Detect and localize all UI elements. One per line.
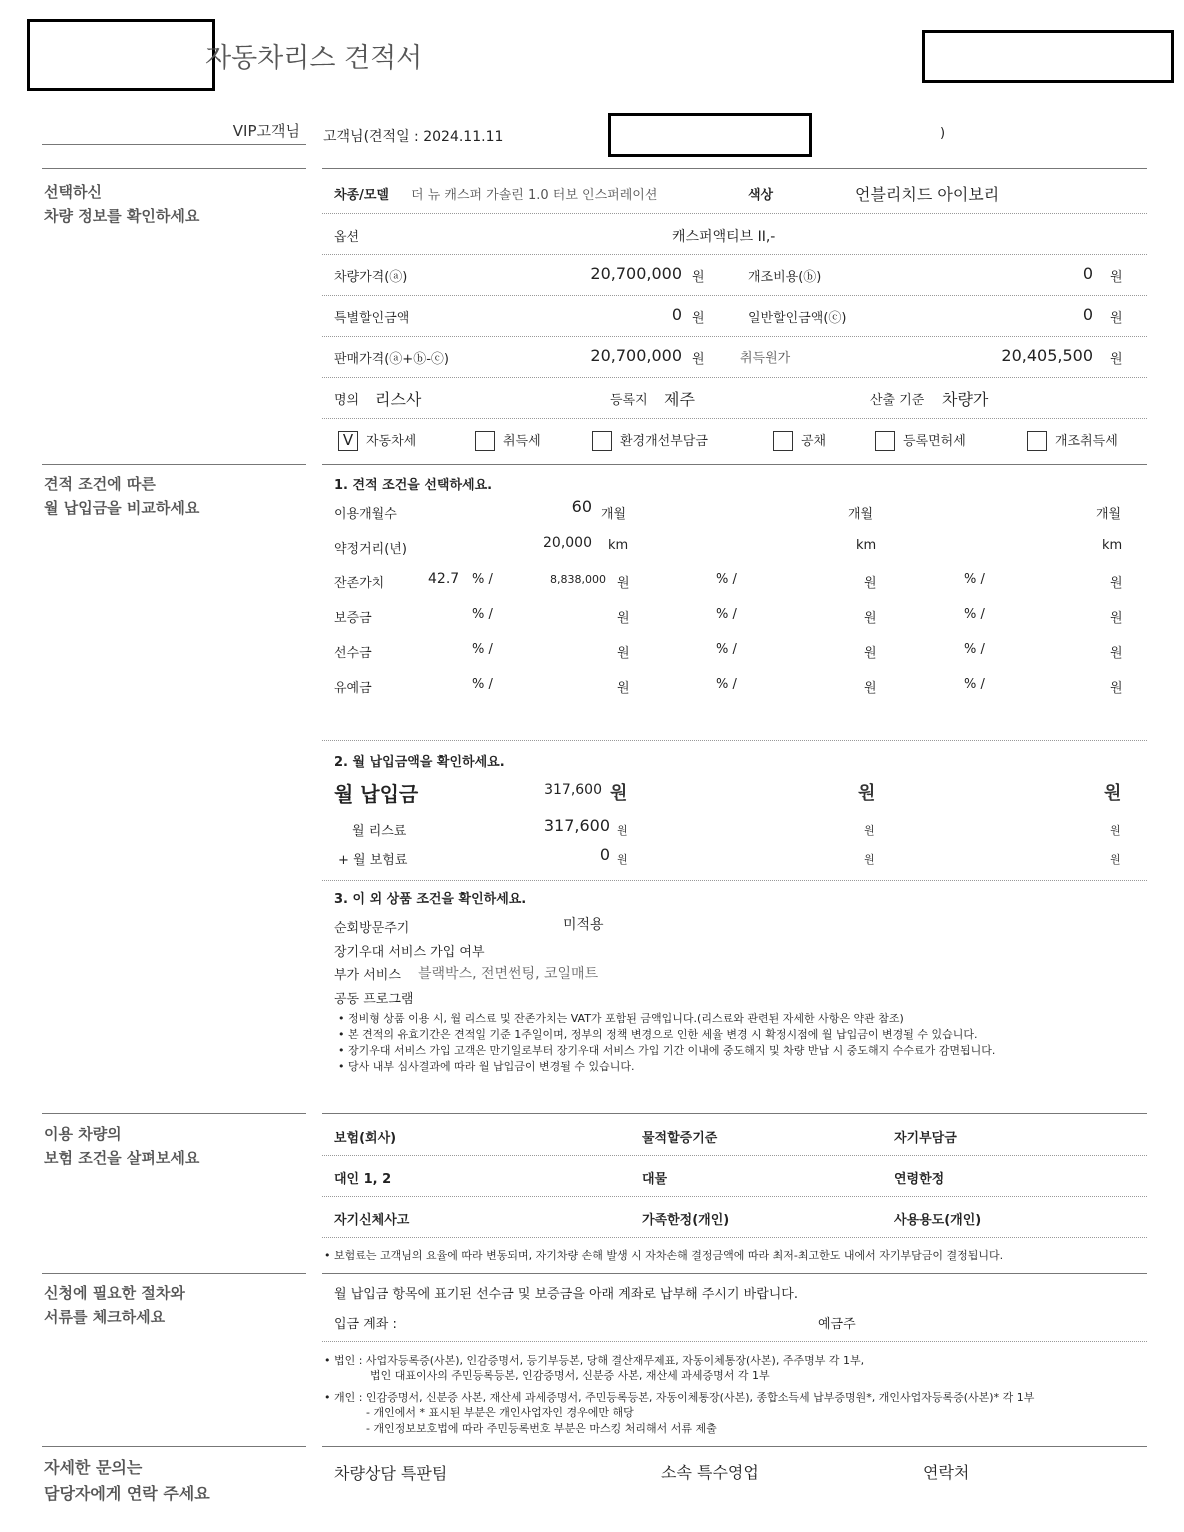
color-label: 색상 <box>748 188 774 203</box>
sale-price-label: 판매가격(ⓐ+ⓑ-ⓒ) <box>334 352 449 367</box>
tax-checkbox-item[interactable]: V 자동차세 <box>338 430 416 452</box>
quote-note: • 장기우대 서비스 가입 고객은 만기일로부터 장기우대 서비스 가입 기간 이내에 중도해지 및 차량 반납 시 중도해지 수수료가 감면됩니다. <box>338 1044 996 1057</box>
corp-docs: • 법인 : 사업자등록증(사본), 인감증명서, 등기부등본, 당해 결산재무제표, 자동이체통장(사본), 주주명부 각 1부, <box>324 1354 865 1367</box>
insurance-cell: 자기부담금 <box>894 1131 957 1146</box>
pct-unit: % / <box>716 572 737 587</box>
owner-label: 명의 <box>334 393 360 408</box>
won-unit: 원 <box>864 646 877 661</box>
general-discount-value: 0 <box>1082 305 1093 324</box>
reg-label: 등록지 <box>610 393 648 408</box>
redaction-box <box>27 19 215 91</box>
calc-basis-label: 산출 기준 <box>870 393 925 408</box>
quote-note: • 본 견적의 유효기간은 견적일 기준 1주일이며, 정부의 정책 변경으로 인한 세율 변경 시 확정시점에 월 납입금이 변경될 수 있습니다. <box>338 1028 978 1041</box>
won-unit: 원 <box>864 853 875 866</box>
pct-unit: % / <box>964 642 985 657</box>
residual-value: 8,838,000 <box>550 573 606 586</box>
step1-heading: 1. 견적 조건을 선택하세요. <box>334 478 493 493</box>
won-unit: 원 <box>1110 576 1123 591</box>
won-unit: 원 <box>1110 611 1123 626</box>
option-label: 옵션 <box>334 230 360 245</box>
won-unit: 원 <box>1104 783 1122 804</box>
deposit-label: 보증금 <box>334 611 372 626</box>
acq-cost-value: 20,405,500 <box>1001 346 1093 365</box>
color-value: 언블리치드 아이보리 <box>855 185 1000 204</box>
won-unit: 원 <box>1110 311 1123 326</box>
insurance-cell: 대물 <box>642 1172 668 1187</box>
section-quote-title: 견적 조건에 따른 월 납입금을 비교하세요 <box>44 475 200 517</box>
insurance-cell: 자기신체사고 <box>334 1213 410 1228</box>
visit-cycle-label: 순회방문주기 <box>334 921 410 936</box>
pct-unit: % / <box>472 607 493 622</box>
won-unit: 원 <box>1110 853 1121 866</box>
pct-unit: % / <box>964 572 985 587</box>
section-procedure-title: 신청에 필요한 절차와 서류를 체크하세요 <box>44 1284 185 1326</box>
common-program-label: 공동 프로그램 <box>334 992 414 1007</box>
security-label: 유예금 <box>334 681 372 696</box>
insurance-cell: 대인 1, 2 <box>334 1172 392 1187</box>
individual-docs: - 개인에서 * 표시된 부분은 개인사업자인 경우에만 해당 <box>366 1406 634 1419</box>
tax-checkbox-item[interactable]: 개조취득세 <box>1027 430 1118 452</box>
insurance-cell: 연령한정 <box>894 1172 945 1187</box>
contact-phone-label: 연락처 <box>923 1463 970 1482</box>
km-value: 20,000 <box>543 535 592 551</box>
quote-note: • 정비형 상품 이용 시, 월 리스료 및 잔존가치는 VAT가 포함된 금액입니다.(리스료와 관련된 자세한 사항은 약관 참조) <box>338 1012 904 1025</box>
section-vehicle-title: 선택하신 차량 정보를 확인하세요 <box>44 183 200 225</box>
section-contact-title: 자세한 문의는 담당자에게 연락 주세요 <box>44 1458 210 1503</box>
insurance-fee-value: 0 <box>599 845 610 864</box>
model-label: 차종/모델 <box>334 188 389 203</box>
price-label: 차량가격(ⓐ) <box>334 270 408 285</box>
payment-intro: 월 납입금 항목에 표기된 선수금 및 보증금을 아래 계좌로 납부해 주시기 바랍니다. <box>334 1287 799 1302</box>
won-unit: 원 <box>1110 646 1123 661</box>
customer-quote-date: 고객님(견적일 : 2024.11.11 <box>323 129 504 145</box>
km-unit: km <box>856 538 877 553</box>
won-unit: 원 <box>864 611 877 626</box>
monthly-payment-value: 317,600 <box>544 782 602 798</box>
extra-service-value: 블랙박스, 전면썬팅, 코일매트 <box>418 966 599 982</box>
general-discount-label: 일반할인금액(ⓒ) <box>748 311 847 326</box>
insurance-cell: 보험(회사) <box>334 1131 397 1146</box>
reg-value: 제주 <box>664 390 695 409</box>
page-title: 자동차리스 견적서 <box>205 43 423 74</box>
corp-docs: 법인 대표이사의 주민등록등본, 인감증명서, 신분증 사본, 재산세 과세증명서 각 1부 <box>370 1369 770 1382</box>
won-unit: 원 <box>1110 270 1123 285</box>
insurance-cell: 가족한정(개인) <box>642 1213 730 1228</box>
lease-fee-value: 317,600 <box>543 816 610 835</box>
km-unit: km <box>1102 538 1123 553</box>
insurance-note: • 보험료는 고객님의 요율에 따라 변동되며, 자기차량 손해 발생 시 자차손해 결정금액에 따라 최저-최고한도 내에서 자기부담금이 결정됩니다. <box>324 1249 1004 1262</box>
insurance-cell: 물적할증기준 <box>642 1131 718 1146</box>
won-unit: 원 <box>1110 681 1123 696</box>
extra-service-label: 부가 서비스 <box>334 968 401 983</box>
model-value: 더 뉴 캐스퍼 가솔린 1.0 터보 인스퍼레이션 <box>411 188 658 203</box>
tax-checkbox-item[interactable]: 취득세 <box>475 430 541 452</box>
quote-note: • 당사 내부 심사결과에 따라 월 납입금이 변경될 수 있습니다. <box>338 1060 635 1073</box>
won-unit: 원 <box>617 853 628 866</box>
km-label: 약정거리(년) <box>334 542 407 557</box>
mod-value: 0 <box>1082 264 1093 283</box>
pct-unit: % / <box>964 677 985 692</box>
pct-unit: % / <box>472 677 493 692</box>
account-holder-label: 예금주 <box>818 1317 856 1332</box>
insurance-fee-label: + 월 보험료 <box>338 853 408 868</box>
won-unit: 원 <box>692 270 705 285</box>
special-discount-value: 0 <box>671 305 682 324</box>
won-unit: 원 <box>864 824 875 837</box>
won-unit: 원 <box>864 576 877 591</box>
redaction-box <box>922 30 1174 83</box>
contact-dept: 차량상담 특판팀 <box>334 1464 448 1483</box>
won-unit: 원 <box>858 783 876 804</box>
step2-heading: 2. 월 납입금액을 확인하세요. <box>334 755 505 770</box>
customer-close-paren: ) <box>940 126 946 141</box>
pct-unit: % / <box>716 607 737 622</box>
tax-checkbox-item[interactable]: 등록면허세 <box>875 430 966 452</box>
months-unit: 개월 <box>848 507 874 522</box>
calc-basis-value: 차량가 <box>942 390 989 409</box>
visit-cycle-value: 미적용 <box>563 917 604 933</box>
won-unit: 원 <box>610 783 628 804</box>
monthly-payment-label: 월 납입금 <box>334 782 419 806</box>
pct-unit: % / <box>472 642 493 657</box>
insurance-cell: 사용용도(개인) <box>894 1213 982 1228</box>
won-unit: 원 <box>864 681 877 696</box>
acq-cost-label: 취득원가 <box>740 351 791 366</box>
residual-label: 잔존가치 <box>334 576 385 591</box>
won-unit: 원 <box>692 352 705 367</box>
tax-checkbox-item[interactable]: 환경개선부담금 <box>592 430 708 452</box>
months-value: 60 <box>571 497 592 516</box>
step3-heading: 3. 이 외 상품 조건을 확인하세요. <box>334 892 527 907</box>
months-unit: 개월 <box>1096 507 1122 522</box>
special-discount-label: 특별할인금액 <box>334 311 410 326</box>
check-icon[interactable]: V <box>338 431 358 451</box>
individual-docs: • 개인 : 인감증명서, 신분증 사본, 재산세 과세증명서, 주민등록등본, 자동이체통장(사본), 종합소득세 납부증명원*, 개인사업자등록증(사본)* 각 1부 <box>324 1391 1035 1404</box>
won-unit: 원 <box>617 824 628 837</box>
won-unit: 원 <box>617 611 630 626</box>
owner-value: 리스사 <box>375 390 422 409</box>
pct-unit: % / <box>472 572 493 587</box>
individual-docs: - 개인정보보호법에 따라 주민등록번호 부분은 마스킹 처리해서 서류 제출 <box>366 1422 717 1435</box>
price-value: 20,700,000 <box>590 264 682 283</box>
km-unit: km <box>608 538 629 553</box>
won-unit: 원 <box>1110 824 1121 837</box>
section-insurance-title: 이용 차량의 보험 조건을 살펴보세요 <box>44 1125 200 1167</box>
customer-name: VIP고객님 <box>232 122 300 140</box>
residual-pct: 42.7 <box>428 571 460 587</box>
account-label: 입금 계좌 : <box>334 1317 397 1332</box>
option-value: 캐스퍼액티브 II,- <box>672 229 776 245</box>
won-unit: 원 <box>617 646 630 661</box>
won-unit: 원 <box>617 681 630 696</box>
sale-price-value: 20,700,000 <box>590 346 682 365</box>
won-unit: 원 <box>617 576 630 591</box>
redaction-box <box>608 113 812 157</box>
pct-unit: % / <box>716 677 737 692</box>
long-term-service-label: 장기우대 서비스 가입 여부 <box>334 945 485 960</box>
months-label: 이용개월수 <box>334 507 397 522</box>
lease-fee-label: 월 리스료 <box>352 824 407 839</box>
tax-checkbox-item[interactable]: 공채 <box>773 430 826 452</box>
won-unit: 원 <box>692 311 705 326</box>
mod-label: 개조비용(ⓑ) <box>748 270 822 285</box>
won-unit: 원 <box>1110 352 1123 367</box>
advance-label: 선수금 <box>334 646 372 661</box>
pct-unit: % / <box>716 642 737 657</box>
pct-unit: % / <box>964 607 985 622</box>
months-unit: 개월 <box>601 507 627 522</box>
contact-affiliation: 소속 특수영업 <box>661 1463 759 1482</box>
